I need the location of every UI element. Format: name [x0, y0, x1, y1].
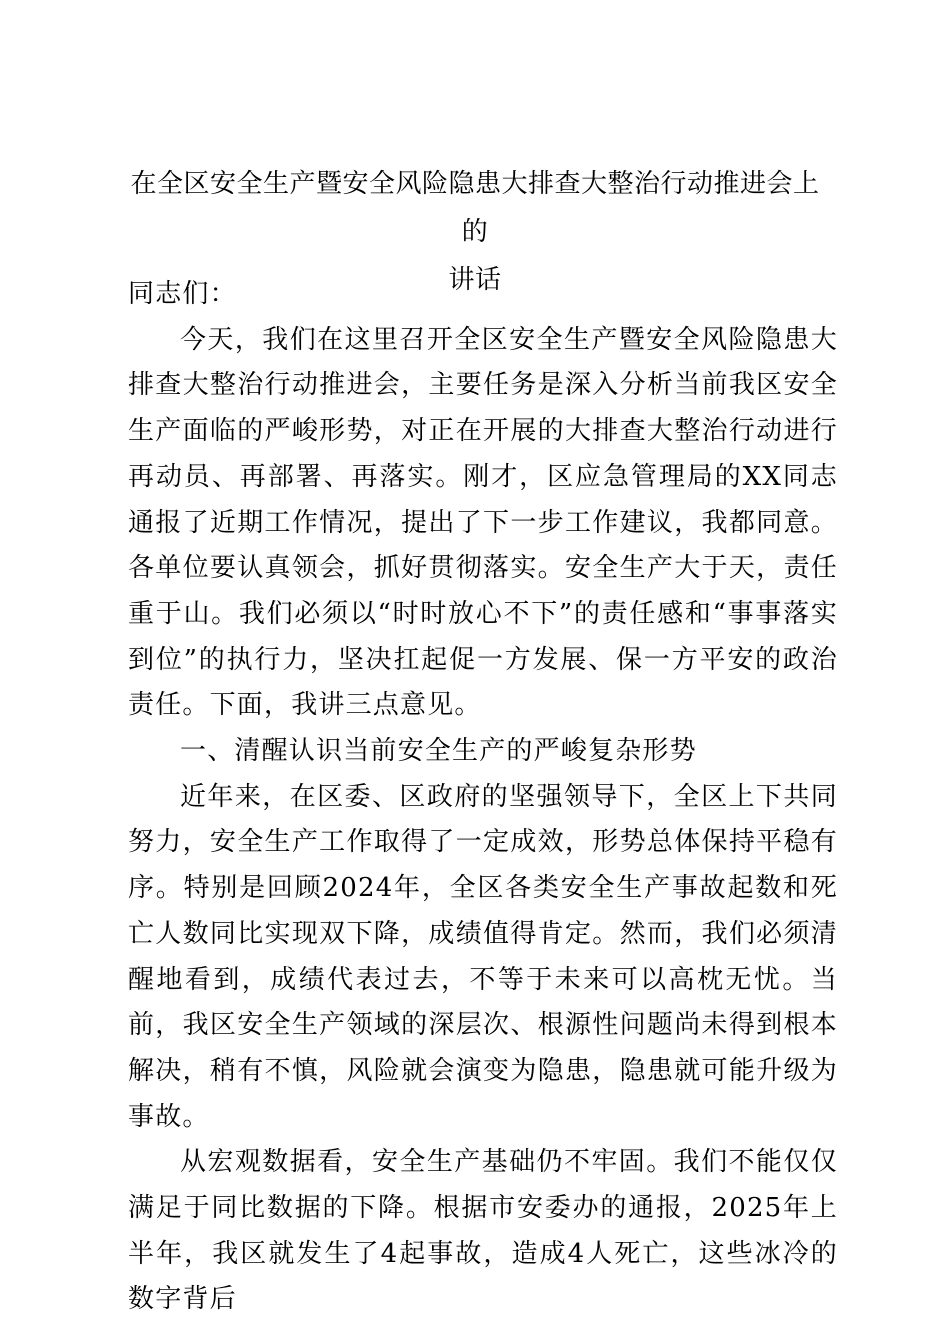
title-line-2: 讲话 — [448, 265, 502, 295]
salutation: 同志们： — [128, 279, 237, 309]
document-body — [128, 272, 838, 1323]
paragraph-opening: 今天，我们在这里召开全区安全生产暨安全风险隐患大排查大整治行动推进会，主要任务是深入分析当前我区安全生产面临的严峻形势，对正在开展的大排查大整治行动进行再动员、再部署、再落实。刚才，区应急管理局的XX同志通报了近期工作情况，提出了下一步工作建议，我都同意。各单位要认真领会，抓好贯彻落实。安全生产大于天，责任重于山。我们必须以“时时放心不下”的责任感和“事事落实到位”的执行力，坚决扛起促一方发展、保一方平安的政治责任。下面，我讲三点意见。 — [128, 324, 838, 721]
section-heading-1: 一、清醒认识当前安全生产的严峻复杂形势 — [180, 736, 697, 767]
title-line-1: 在全区安全生产暨安全风险隐患大排查大整治行动推进会上的 — [130, 169, 820, 247]
paragraph-situation: 近年来，在区委、区政府的坚强领导下，全区上下共同努力，安全生产工作取得了一定成效，形势总体保持平稳有序。特别是回顾2024年，全区各类安全生产事故起数和死亡人数同比实现双下降，成绩值得肯定。然而，我们必须清醒地看到，成绩代表过去，不等于未来可以高枕无忧。当前，我区安全生产领域的深层次、根源性问题尚未得到根本解决，稍有不慎，风险就会演变为隐患，隐患就可能升级为事故。 — [128, 781, 838, 1132]
paragraph-macro-data: 从宏观数据看，安全生产基础仍不牢固。我们不能仅仅满足于同比数据的下降。根据市安委办的通报，2025年上半年，我区就发生了4起事故，造成4人死亡，这些冰冷的数字背后 — [128, 1147, 838, 1315]
